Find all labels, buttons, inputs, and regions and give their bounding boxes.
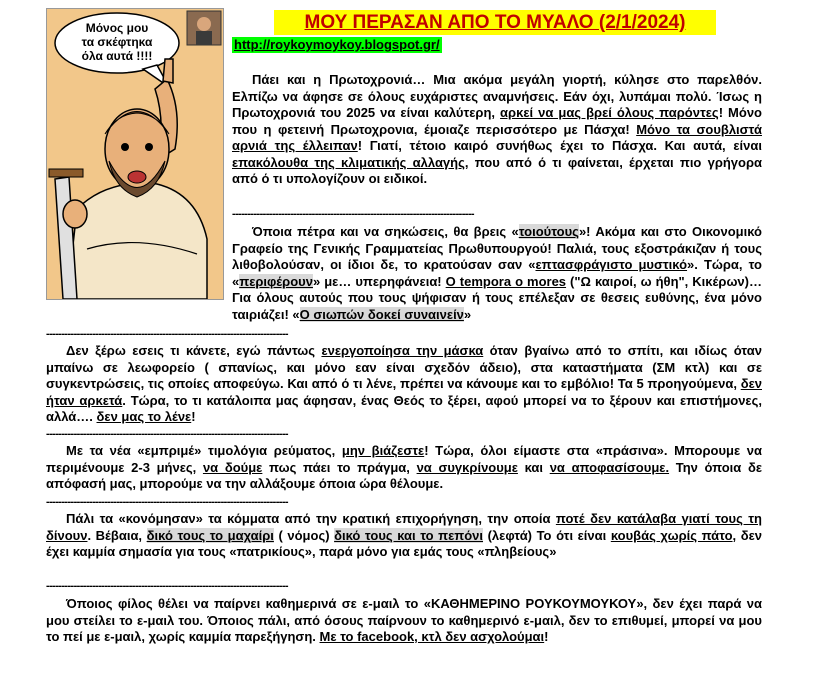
highlighted-phrase: δικό τους το μαχαίρι xyxy=(146,527,274,543)
text-run: Την όποια δε απόφασή μας, μπορούμε να την αλλάξουμε όποια ώρα θέλουμε. xyxy=(46,459,762,491)
text-run: ! xyxy=(544,629,549,644)
highlighted-phrase: περιφέρουν xyxy=(239,273,313,289)
paragraph-body xyxy=(46,511,762,561)
paragraph-body xyxy=(46,596,762,646)
underlined-phrase: να δούμε xyxy=(202,459,263,475)
paragraph-2-top xyxy=(232,224,762,323)
bubble-line: όλα αυτά !!!! xyxy=(81,49,153,63)
text-run: Όποια πέτρα και να σηκώσεις, θα βρεις « xyxy=(252,224,519,239)
underlined-phrase: δεν ήταν αρκετά xyxy=(46,376,762,408)
highlighted-phrase: Ο σιωπών δοκεί συναινείν xyxy=(299,306,464,322)
text-run: , δεν έχει καμμία σημασία για τους «πατρικίους», παρά μόνο για εμάς τους «πληβείους» xyxy=(46,527,763,559)
text-run: Με τα νέα «εμπριμέ» τιμολόγια ρεύματος, xyxy=(66,443,342,458)
page-title: ΜΟΥ ΠΕΡΑΣΑΝ ΑΠΟ ΤΟ ΜΥΑΛΟ (2/1/2024) xyxy=(274,10,716,35)
underlined-phrase: να αποφασίσουμε. xyxy=(549,459,670,475)
text-run: Πάει και η Πρωτοχρονιά… Μια ακόμα μεγάλη γιορτή, κύλησε στο παρελθόν. Ελπίζω να άφησε σε όλους ευχάριστες αναμνήσεις. Εάν όχι, λυπάμαι πολύ. Ίσως η Πρωτοχρονιά του 2025 να είναι καλύτερη, xyxy=(232,72,762,120)
paragraph-3 xyxy=(46,343,762,426)
bubble-line: Μόνος μου xyxy=(85,21,149,35)
text-run: »! Ακόμα και στο Οικονομικό Γραφείο της Γενικής Γραμματείας Πρωθυπουργού! Παλιά, τους εξοστράκιζαν ή τους λιθοβολούσαν, οι ίδιοι δε, το κρατούσαν σαν « xyxy=(232,224,762,272)
paragraph-1 xyxy=(232,72,762,188)
text-run: ("Ω καιροί, ω ήθη", Κικέρων)… Για όλους αυτούς που τους ψήφισαν ή τους επέλεξαν σε θεσεις ευθύνης, ένα μόνο ταιριάζει! « xyxy=(232,273,762,322)
separator-line: ------------------------------------------------------------------------------- xyxy=(46,328,288,340)
underlined-phrase: να συγκρίνουμε xyxy=(416,459,518,475)
text-run: ! Γιατί, τέτοιο καιρό συνήθως έχει το Πάσχα. Και αυτά, είναι xyxy=(357,138,763,153)
text-run: ! Μόνο που η φετεινή Πρωτοχρονια, έμοιαζε περισσότερο με Πάσχα! xyxy=(232,105,762,137)
underlined-phrase: O tempora o mores xyxy=(445,273,567,289)
text-run: » xyxy=(463,306,472,322)
paragraph-4 xyxy=(46,443,762,493)
text-run: και xyxy=(517,459,550,475)
text-run: ». Τώρα, το « xyxy=(232,257,762,289)
paragraph-6 xyxy=(46,596,762,646)
text-run: Πάλι τα «κονόμησαν» τα κόμματα από την κρατική επιχορήγηση, την οποία xyxy=(66,511,556,526)
paragraph-body xyxy=(46,443,762,493)
underlined-phrase: δεν μας το λένε xyxy=(96,409,192,424)
text-run: Δεν ξέρω εσεις τι κάνετε, εγώ πάντως xyxy=(66,343,322,358)
text-run: (λεφτά) Το ότι είναι xyxy=(483,527,611,543)
speech-bubble-text xyxy=(65,21,169,63)
text-run: ( νόμος) xyxy=(273,527,335,543)
text-run: . Τώρα, το τι κατάλοιπα μας άφησαν, ένας Θεός το ξέρει, αφού μπορεί να το ξέρουν και επιστήμονες, αλλά…. xyxy=(46,392,762,424)
cartoon-illustration xyxy=(46,8,224,300)
text-run: ! xyxy=(191,409,196,424)
underlined-phrase: Με το facebook, κτλ δεν ασχολούμαι xyxy=(319,629,545,644)
underlined-phrase: ενεργοποίησα την μάσκα xyxy=(321,343,484,358)
separator-line: ------------------------------------------------------------------------------- xyxy=(46,496,288,508)
paragraph-body xyxy=(46,343,762,426)
text-run: ! Τώρα, όλοι είμαστε στα «πράσινα». Μπορουμε να περιμένουμε 2-3 μήνες, xyxy=(46,443,762,475)
text-run: όταν βγαίνω από το σπίτι, και ιδίως όταν μπαίνω σε λεωφορείο ( σπανίως, και μόνο εαν είναι σχεδόν άδειο), στα καταστήματα (ΣΜ κτλ) και σε συγκεντρώσεις, τις οποίες αποφεύγω. Και από ό τι λένε, πρέπει να κάνουμε και το εμβόλιο! Τα 5 προηγούμενα, xyxy=(46,343,762,391)
separator-line: ------------------------------------------------------------------------------- xyxy=(46,580,288,592)
text-run: , που από ό τι φαίνεται, έρχεται πιο γρήγορα από ό τι υπολογίζουν οι ειδικοί. xyxy=(232,154,763,186)
highlighted-phrase: δικό τους και το πεπόνι xyxy=(334,527,484,543)
separator-line: ------------------------------------------------------------------------------- xyxy=(46,428,288,440)
highlighted-phrase: τοιούτους xyxy=(518,224,579,239)
underlined-phrase: επτασφράγιστο μυστικό xyxy=(535,257,688,272)
blog-link[interactable]: http://roykoymoykoy.blogspot.gr/ xyxy=(234,37,440,52)
paragraph-body xyxy=(232,72,762,188)
paragraph-5 xyxy=(46,511,762,561)
underlined-phrase: ποτέ δεν κατάλαβα γιατί τους τη δίνουν xyxy=(46,511,763,543)
text-run: . Βέβαια, xyxy=(87,527,147,543)
separator-line: ------------------------------------------------------------------------------- xyxy=(232,208,474,220)
underlined-phrase: αρκεί να μας βρεί όλους παρόντες xyxy=(500,105,719,120)
underlined-phrase: κουβάς χωρίς πάτο xyxy=(610,527,733,543)
text-run: Όποιος φίλος θέλει να παίρνει καθημερινά σε ε-μαιλ το «ΚΑΘΗΜΕΡΙΝΟ ΡΟΥΚΟΥΜΟΥΚΟΥ», δεν έχει παρά να μου στείλει το ε-μαιλ του. Όποιος πάλι, από όσους παίρνουν το καθημερινό ε-μαιλ, δεν το επιθυμεί, μπορεί να μου το πεί με ε-μαιλ, χωρίς καμμία παρεξήγηση. xyxy=(46,596,762,644)
underlined-phrase: μην βιάζεστε xyxy=(341,443,425,458)
paragraph-body xyxy=(232,224,762,323)
text-run: » με… υπερηφάνεια! xyxy=(312,273,446,289)
underlined-phrase: επακόλουθα της κλιματικής αλλαγής xyxy=(232,154,465,170)
bubble-line: τα σκέφτηκα xyxy=(81,35,153,49)
text-run: πως πάει το πράγμα, xyxy=(262,459,417,475)
underlined-phrase: Μόνο τα σουβλιστά αρνιά της έλλειπαν xyxy=(232,121,762,153)
